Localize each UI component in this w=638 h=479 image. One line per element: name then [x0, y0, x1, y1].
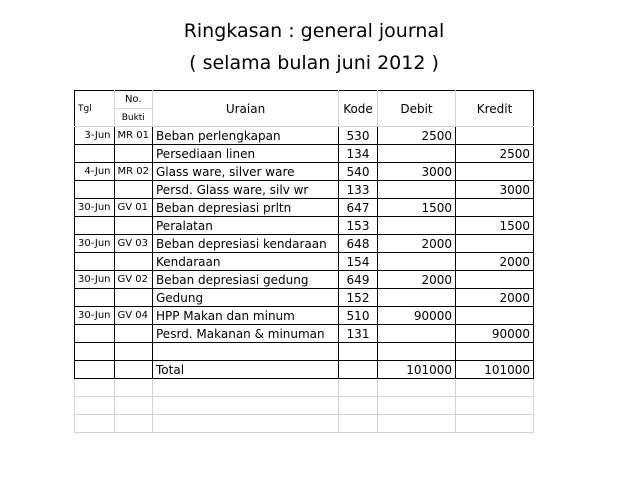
row-uraian: Kendaraan: [153, 253, 339, 271]
row-debit: [378, 217, 456, 235]
row-uraian: Glass ware, silver ware: [153, 163, 339, 181]
journal-row: [75, 181, 534, 199]
empty-cell: [456, 379, 534, 397]
journal-row: [75, 163, 534, 181]
journal-row: [75, 289, 534, 307]
row-kode: 530: [339, 127, 378, 145]
empty-grid-row: [75, 415, 534, 433]
row-bukti: MR 01: [114, 127, 152, 145]
header-row-top: [75, 91, 534, 109]
empty-cell: [378, 343, 456, 361]
row-uraian: Persd. Glass ware, silv wr: [153, 181, 339, 199]
journal-row: [75, 127, 534, 145]
journal-row: [75, 325, 534, 343]
row-kode: 154: [339, 253, 378, 271]
row-uraian: Beban depresiasi kendaraan: [153, 235, 339, 253]
row-uraian: Pesrd. Makanan & minuman: [153, 325, 339, 343]
row-bukti: GV 04: [114, 307, 152, 325]
row-debit: [378, 325, 456, 343]
header-kredit: Kredit: [456, 91, 534, 127]
empty-cell: [153, 343, 339, 361]
empty-cell: [75, 343, 115, 361]
row-bukti: [114, 217, 152, 235]
empty-cell: [114, 379, 152, 397]
journal-row: [75, 145, 534, 163]
spacer-row: [75, 343, 534, 361]
row-tgl: [75, 253, 115, 271]
total-empty: [75, 361, 115, 379]
row-tgl: 30-Jun: [75, 307, 115, 325]
row-kredit: [456, 271, 534, 289]
row-tgl: 30-Jun: [75, 271, 115, 289]
row-kredit: 3000: [456, 181, 534, 199]
row-debit: [378, 181, 456, 199]
total-row: [75, 361, 534, 379]
total-debit: 101000: [378, 361, 456, 379]
empty-grid-row: [75, 397, 534, 415]
empty-cell: [153, 397, 339, 415]
header-kode: Kode: [339, 91, 378, 127]
row-kredit: 2500: [456, 145, 534, 163]
row-kredit: [456, 307, 534, 325]
header-no: No.: [114, 91, 152, 109]
empty-cell: [75, 379, 115, 397]
row-kode: 540: [339, 163, 378, 181]
row-kode: 510: [339, 307, 378, 325]
row-uraian: Gedung: [153, 289, 339, 307]
row-tgl: [75, 181, 115, 199]
empty-cell: [153, 379, 339, 397]
row-uraian: HPP Makan dan minum: [153, 307, 339, 325]
row-tgl: 30-Jun: [75, 235, 115, 253]
empty-cell: [75, 415, 115, 433]
row-kode: 152: [339, 289, 378, 307]
empty-cell: [339, 415, 378, 433]
empty-cell: [339, 379, 378, 397]
journal-row: [75, 271, 534, 289]
row-bukti: GV 02: [114, 271, 152, 289]
journal-row: [75, 235, 534, 253]
row-debit: [378, 253, 456, 271]
row-kredit: [456, 127, 534, 145]
row-debit: 2000: [378, 235, 456, 253]
row-kredit: 2000: [456, 253, 534, 271]
empty-cell: [456, 343, 534, 361]
row-kredit: [456, 163, 534, 181]
empty-cell: [339, 343, 378, 361]
journal-title: Ringkasan : general journal: [183, 20, 445, 42]
empty-cell: [114, 343, 152, 361]
row-kredit: 90000: [456, 325, 534, 343]
row-tgl: [75, 217, 115, 235]
journal-row: [75, 307, 534, 325]
row-bukti: [114, 253, 152, 271]
journal-period: ( selama bulan juni 2012 ): [189, 52, 439, 74]
journal-row: [75, 199, 534, 217]
total-empty: [339, 361, 378, 379]
empty-cell: [75, 397, 115, 415]
empty-cell: [378, 415, 456, 433]
row-kredit: [456, 199, 534, 217]
row-uraian: Beban depresiasi gedung: [153, 271, 339, 289]
row-kode: 153: [339, 217, 378, 235]
journal-table: [74, 90, 534, 433]
row-debit: 90000: [378, 307, 456, 325]
empty-cell: [153, 415, 339, 433]
row-tgl: 4-Jun: [75, 163, 115, 181]
header-bukti: Bukti: [114, 109, 152, 127]
empty-cell: [339, 397, 378, 415]
row-kode: 134: [339, 145, 378, 163]
row-kode: 133: [339, 181, 378, 199]
row-tgl: [75, 289, 115, 307]
row-kredit: 2000: [456, 289, 534, 307]
row-kode: 131: [339, 325, 378, 343]
row-bukti: GV 01: [114, 199, 152, 217]
row-bukti: GV 03: [114, 235, 152, 253]
empty-grid-row: [75, 379, 534, 397]
row-tgl: 3-Jun: [75, 127, 115, 145]
empty-cell: [114, 397, 152, 415]
header-tgl: Tgl: [75, 91, 115, 127]
row-tgl: 30-Jun: [75, 199, 115, 217]
row-uraian: Beban perlengkapan: [153, 127, 339, 145]
row-uraian: Peralatan: [153, 217, 339, 235]
row-debit: [378, 289, 456, 307]
row-bukti: [114, 289, 152, 307]
total-label: Total: [153, 361, 339, 379]
row-bukti: [114, 181, 152, 199]
row-debit: 3000: [378, 163, 456, 181]
empty-cell: [114, 415, 152, 433]
empty-cell: [456, 397, 534, 415]
row-kredit: 1500: [456, 217, 534, 235]
row-debit: 2000: [378, 271, 456, 289]
row-debit: [378, 145, 456, 163]
empty-cell: [456, 415, 534, 433]
row-uraian: Beban depresiasi prltn: [153, 199, 339, 217]
row-tgl: [75, 325, 115, 343]
row-bukti: [114, 145, 152, 163]
empty-cell: [378, 397, 456, 415]
journal-row: [75, 217, 534, 235]
row-kode: 647: [339, 199, 378, 217]
row-bukti: [114, 325, 152, 343]
total-empty: [114, 361, 152, 379]
journal-row: [75, 253, 534, 271]
row-uraian: Persediaan linen: [153, 145, 339, 163]
header-uraian: Uraian: [153, 91, 339, 127]
row-debit: 1500: [378, 199, 456, 217]
row-kode: 648: [339, 235, 378, 253]
row-bukti: MR 02: [114, 163, 152, 181]
row-tgl: [75, 145, 115, 163]
row-kredit: [456, 235, 534, 253]
empty-cell: [378, 379, 456, 397]
row-debit: 2500: [378, 127, 456, 145]
total-kredit: 101000: [456, 361, 534, 379]
header-debit: Debit: [378, 91, 456, 127]
row-kode: 649: [339, 271, 378, 289]
